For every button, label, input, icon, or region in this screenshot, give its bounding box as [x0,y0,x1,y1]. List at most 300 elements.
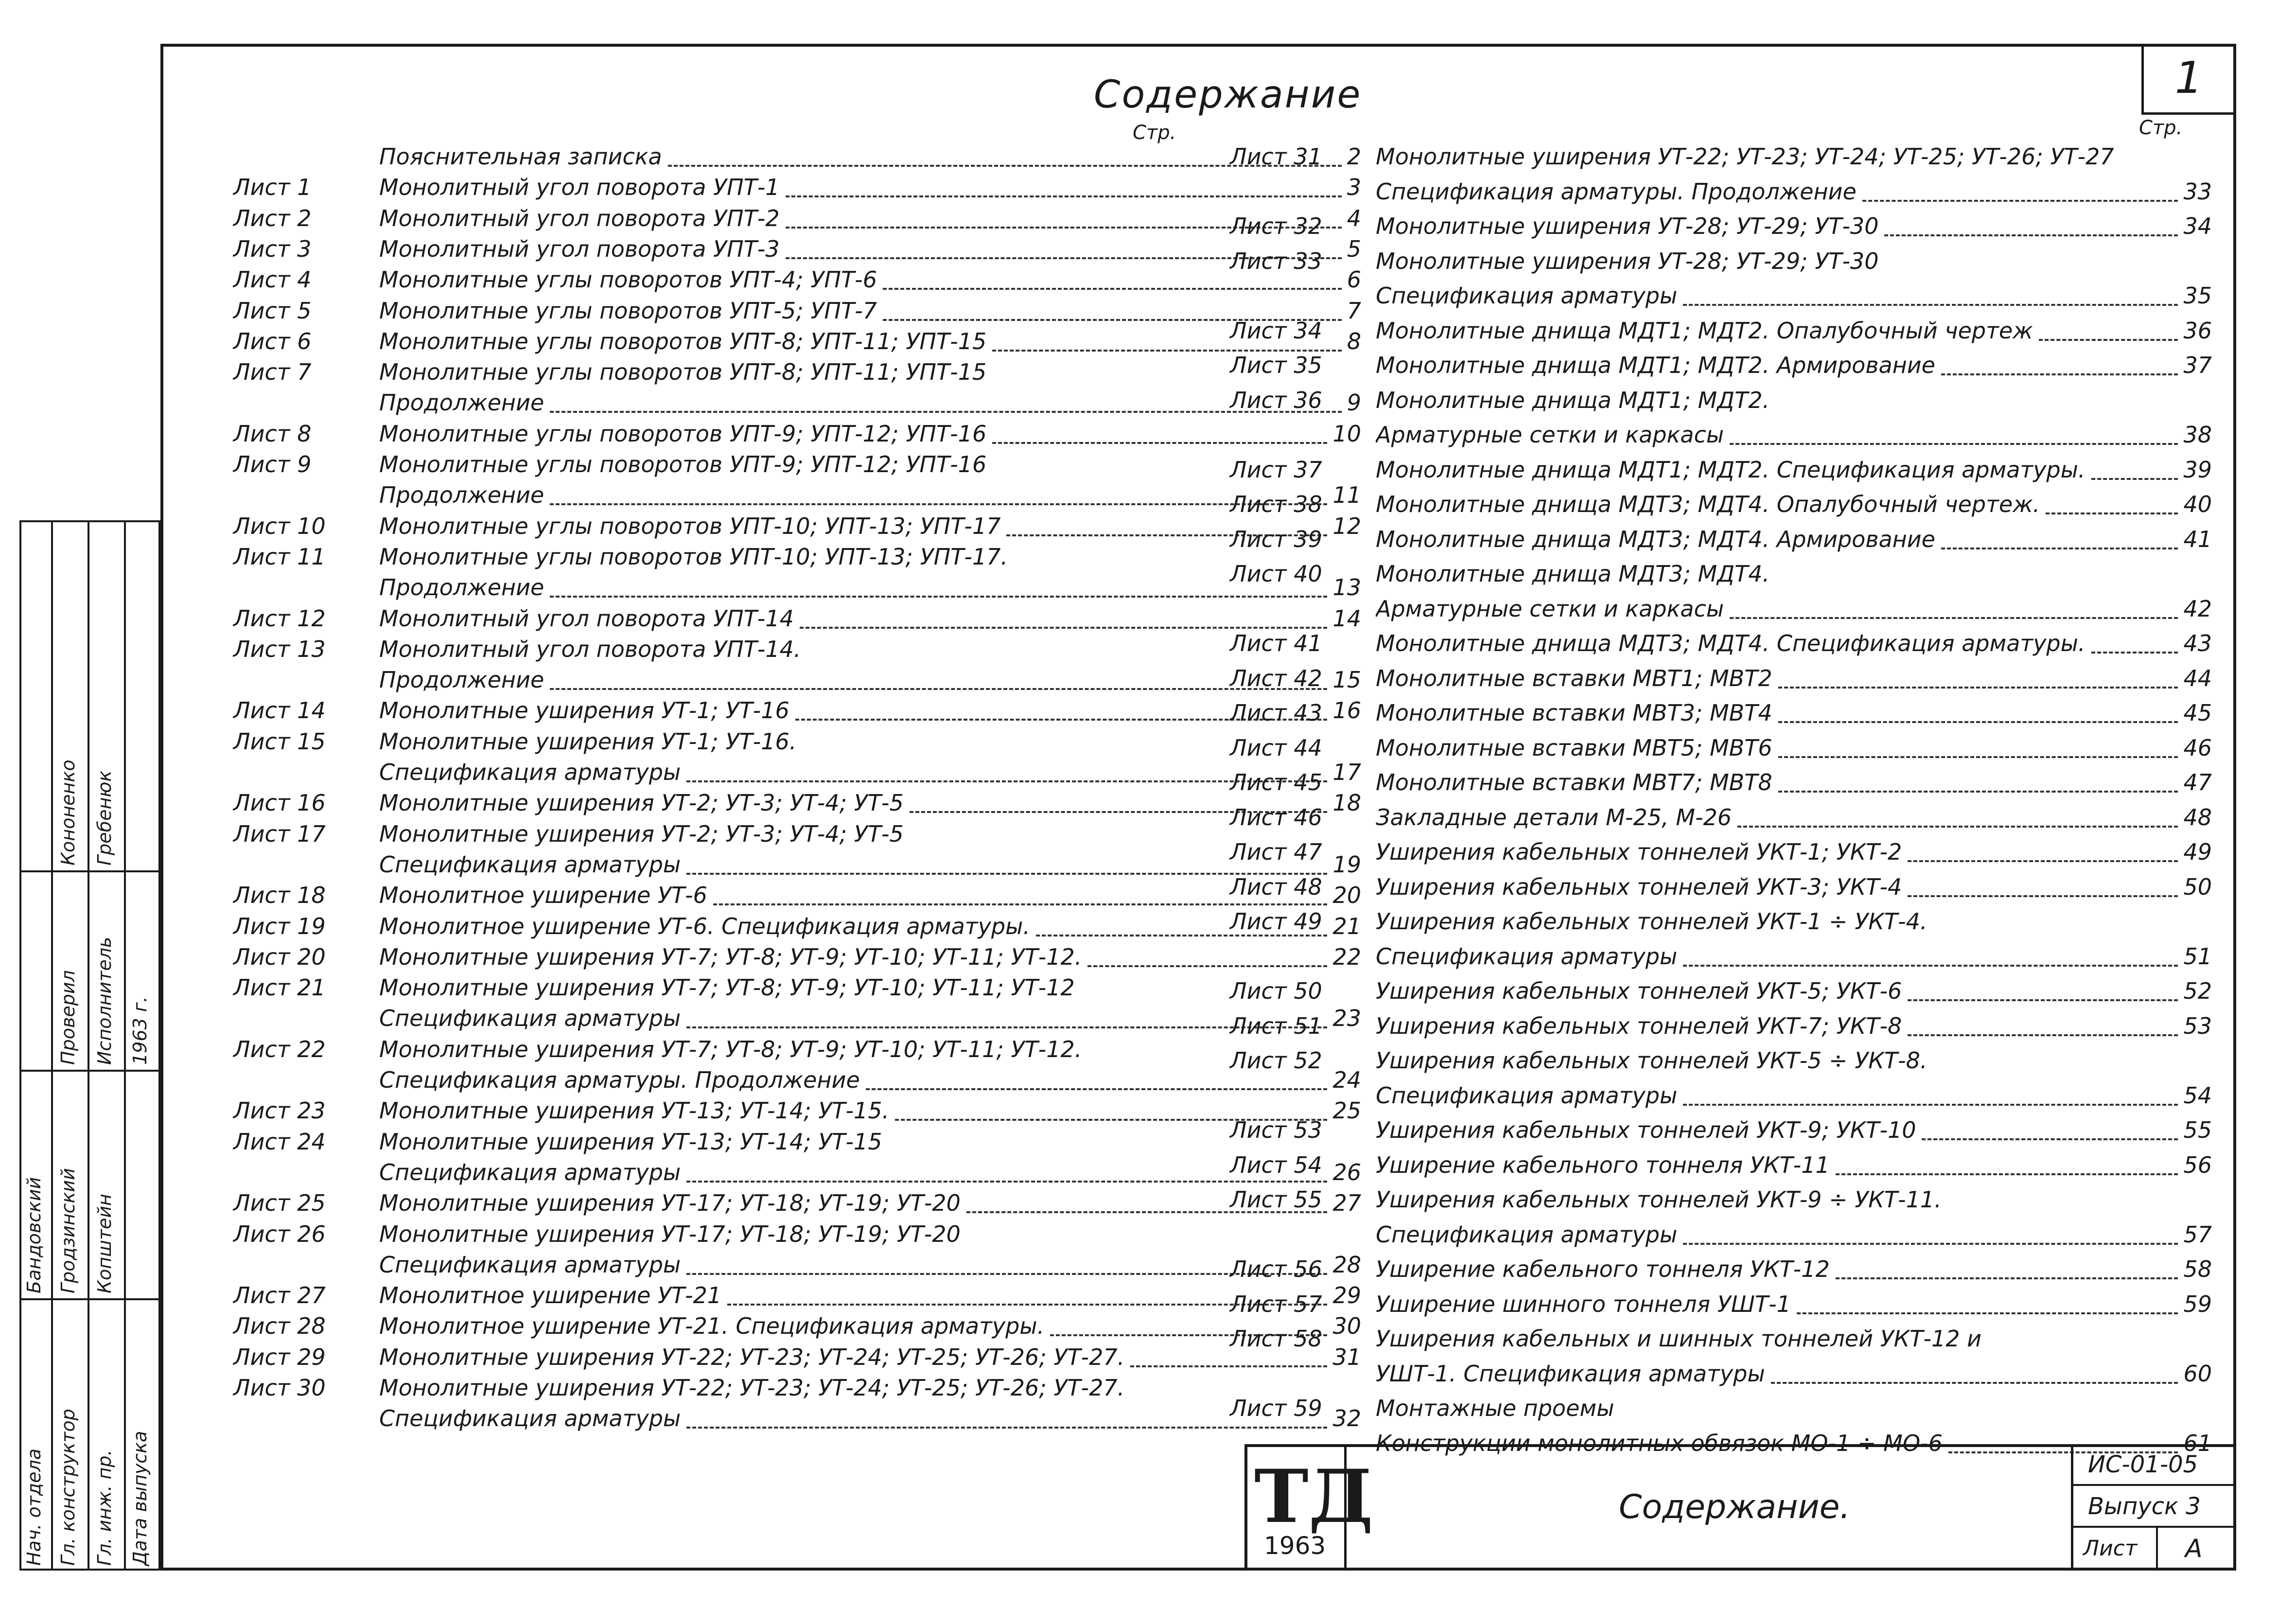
entry-title: Уширения кабельных тоннелей УКТ-5 ÷ УКТ-8. [1376,1047,1928,1074]
dot-leader [1730,443,2178,445]
page-number: 44 [2183,665,2212,691]
page-number: 29 [1332,1282,1361,1309]
entry-title: Монолитные уширения УТ-22; УТ-23; УТ-24; УТ-25; УТ-26; УТ-27 [1376,143,2114,170]
dot-leader [1941,373,2178,375]
dot-leader [1778,721,2178,723]
contents-row [233,513,1361,544]
entry-title: Уширения кабельных тоннелей УКТ-1 ÷ УКТ-4. [1376,908,1928,935]
dot-leader [2091,478,2178,480]
page-number: 36 [2183,317,2212,344]
page-number: 23 [1332,1005,1361,1032]
stamp-role-4: Дата выпуска [129,1431,151,1566]
sheet-ref: Лист 19 [233,913,326,939]
sheet-ref: Лист 21 [233,974,326,1001]
dot-leader [1922,1138,2178,1140]
sheet-ref: Лист 54 [1230,1151,1322,1178]
logo-year: 1963 [1264,1532,1326,1560]
entry-title: Спецификация арматуры. Продолжение [1376,178,1857,205]
sheet-ref: Лист 57 [1230,1290,1322,1317]
contents-row [233,728,1361,760]
dot-leader [992,350,1342,352]
contents-row [1230,1256,2212,1287]
page-number: 41 [2183,526,2212,552]
entry-title: Закладные детали М-25, М-26 [1376,804,1732,831]
page-number: 40 [2183,491,2212,517]
entry-title: Продолжение [379,667,544,693]
page-number: 26 [1332,1159,1361,1185]
contents-row [233,421,1361,452]
contents-row [233,790,1361,821]
contents-row [1230,318,2212,349]
sheet-ref: Лист 38 [1230,491,1322,517]
entry-title: Монолитные днища МДТ1; МДТ2. Армирование [1376,352,1935,378]
page-number: 11 [1332,482,1361,509]
entry-title: Монолитные углы поворотов УПТ-10; УПТ-13; УПТ-17 [379,512,1001,539]
contents-row [233,482,1361,513]
sheet-ref: Лист 25 [233,1190,326,1217]
dot-leader [1771,1382,2178,1384]
dot-leader [1683,304,2178,306]
sheet-ref: Лист 23 [233,1097,326,1124]
entry-title: Монолитные уширения УТ-13; УТ-14; УТ-15 [379,1128,882,1155]
page-number: 49 [2183,839,2212,865]
page-number: 60 [2183,1360,2212,1387]
dot-leader [550,503,1327,505]
sheet-ref: Лист 26 [233,1220,326,1247]
page-number: 10 [1332,420,1361,447]
page-number: 4 [1347,205,1361,231]
stamp-year: 1963 г. [129,996,151,1065]
entry-title: Уширения кабельных тоннелей УКТ-9; УКТ-10 [1376,1117,1916,1143]
contents-row [1230,422,2212,453]
sheet-ref: Лист 24 [233,1128,326,1155]
dot-leader [550,688,1327,690]
contents-row [233,389,1361,421]
page-number: 46 [2183,734,2212,761]
entry-title: Спецификация арматуры [1376,1082,1678,1109]
entry-title: Монолитные уширения УТ-22; УТ-23; УТ-24; УТ-25; УТ-26; УТ-27. [379,1343,1125,1370]
contents-row [233,636,1361,667]
contents-row [1230,769,2212,800]
page-number: 54 [2183,1082,2212,1109]
entry-title: Спецификация арматуры [379,1159,681,1185]
entry-title: Монолитные углы поворотов УПТ-10; УПТ-13; УПТ-17. [379,543,1008,570]
entry-title: Продолжение [379,389,544,416]
dot-leader [1836,1277,2178,1279]
entry-title: Монолитные днища МДТ1; МДТ2. [1376,387,1770,413]
page-number: 7 [1347,297,1361,324]
entry-title: Монолитные уширения УТ-1; УТ-16. [379,728,797,755]
entry-title: Монолитные уширения УТ-7; УТ-8; УТ-9; УТ-10; УТ-11; УТ-12. [379,943,1082,970]
document-name: Содержание. [1619,1488,1851,1526]
sheet-ref: Лист 42 [1230,665,1322,691]
contents-row [1230,665,2212,696]
contents-row [1230,1082,2212,1113]
page-column-header-right: Стр. [2139,117,2183,139]
page-number: 45 [2183,700,2212,726]
contents-row [233,143,1361,175]
page-number: 25 [1332,1097,1361,1124]
entry-title: Монолитные уширения УТ-17; УТ-18; УТ-19; УТ-20 [379,1190,961,1217]
contents-row [233,1005,1361,1036]
page-number: 27 [1332,1190,1361,1217]
sheet-label: Лист [2083,1536,2138,1561]
page-number: 56 [2183,1151,2212,1178]
contents-row [1230,143,2212,175]
entry-title: Спецификация арматуры [379,1005,681,1032]
dot-leader [1908,1034,2178,1036]
contents-row [1230,491,2212,522]
dot-leader [1737,826,2178,828]
entry-title: Монолитные уширения УТ-1; УТ-16 [379,697,789,724]
stamp-role-6: Проверил [57,970,79,1065]
contents-row [233,759,1361,790]
entry-title: Уширения кабельных тоннелей УКТ-5; УКТ-6 [1376,978,1902,1004]
document-code: ИС-01-05 [2073,1444,2236,1486]
entry-title: Монолитные углы поворотов УПТ-4; УПТ-6 [379,266,877,293]
contents-row [233,1159,1361,1190]
contents-row [233,821,1361,852]
entry-title: Спецификация арматуры [1376,283,1678,309]
contents-row [233,1097,1361,1129]
entry-title: Монолитные вставки МВТ1; МВТ2 [1376,665,1772,691]
entry-title: Пояснительная записка [379,143,662,170]
entry-title: Спецификация арматуры. Продолжение [379,1067,860,1093]
contents-row [1230,804,2212,835]
entry-title: Уширения кабельных тоннелей УКТ-1; УКТ-2 [1376,839,1902,865]
sheet-ref: Лист 43 [1230,700,1322,726]
entry-title: Уширения кабельных тоннелей УКТ-7; УКТ-8 [1376,1012,1902,1039]
entry-title: Спецификация арматуры [1376,1221,1678,1248]
contents-row [233,205,1361,236]
entry-title: Монолитный угол поворота УПТ-14. [379,636,801,662]
stamp-name-2: Гродзинский [57,1168,79,1293]
sheet-number: 1 [2141,47,2234,115]
page-number: 2 [1347,143,1361,170]
page-number: 30 [1332,1313,1361,1340]
page-title: Содержание [1094,73,1362,117]
page-number: 3 [1347,174,1361,201]
page-number: 52 [2183,978,2212,1004]
entry-title: Уширение кабельного тоннеля УКТ-12 [1376,1256,1830,1282]
dot-leader [800,627,1327,629]
contents-row [233,236,1361,267]
contents-row [1230,735,2212,766]
sheet-ref: Лист 35 [1230,352,1322,378]
title-block-codes [2071,1444,2236,1571]
contents-row [1230,1117,2212,1148]
page-number: 59 [2183,1290,2212,1317]
page-number: 61 [2183,1430,2212,1456]
contents-row [233,851,1361,883]
sheet-ref: Лист 40 [1230,561,1322,587]
sheet-ref: Лист 14 [233,697,326,724]
dot-leader [1778,791,2178,793]
sheet-ref: Лист 48 [1230,873,1322,900]
contents-row [233,1190,1361,1221]
entry-title: Монолитные уширения УТ-28; УТ-29; УТ-30 [1376,213,1879,239]
page-number: 31 [1332,1343,1361,1370]
entry-title: Монолитные днища МДТ1; МДТ2. Спецификация арматуры. [1376,456,2086,483]
sheet-ref: Лист 55 [1230,1186,1322,1213]
dot-leader [1884,234,2178,236]
entry-title: Монолитные вставки МВТ5; МВТ6 [1376,734,1772,761]
entry-title: Продолжение [379,574,544,601]
entry-title: Монолитное уширение УТ-6 [379,882,707,909]
contents-row [233,451,1361,482]
dot-leader [2039,339,2178,341]
sheet-ref: Лист 53 [1230,1117,1322,1143]
contents-row [233,359,1361,390]
sheet-ref: Лист 18 [233,882,326,909]
entry-title: Монолитные уширения УТ-17; УТ-18; УТ-19; УТ-20 [379,1220,961,1247]
page-number: 20 [1332,882,1361,909]
contents-row [1230,1152,2212,1183]
entry-title: Монолитные углы поворотов УПТ-9; УПТ-12; УПТ-16 [379,451,987,477]
sheet-ref: Лист 29 [233,1343,326,1370]
entry-title: Монолитные днища МДТ1; МДТ2. Опалубочный чертеж [1376,317,2033,344]
contents-row [1230,1013,2212,1044]
contents-row [1230,387,2212,418]
page-number: 12 [1332,512,1361,539]
contents-row [1230,248,2212,279]
sheet-ref: Лист 30 [233,1375,326,1401]
contents-row [1230,1186,2212,1218]
sheet-ref: Лист 20 [233,943,326,970]
page-number: 24 [1332,1067,1361,1093]
contents-row [233,1221,1361,1252]
dot-leader [1941,548,2178,549]
contents-row [1230,943,2212,974]
entry-title: Продолжение [379,482,544,509]
sheet-ref: Лист 17 [233,820,326,847]
page-number: 47 [2183,769,2212,795]
page-number: 55 [2183,1117,2212,1143]
sheet-ref: Лист 2 [233,205,312,231]
entry-title: Арматурные сетки и каркасы [1376,422,1724,448]
contents-row [1230,1291,2212,1322]
sheet-ref: Лист 58 [1230,1325,1322,1352]
contents-row [1230,178,2212,210]
dot-leader [1908,999,2178,1001]
contents-row [1230,908,2212,939]
contents-row [233,1313,1361,1344]
sheet-ref: Лист 45 [1230,769,1322,795]
entry-title: Монолитные уширения УТ-7; УТ-8; УТ-9; УТ-10; УТ-11; УТ-12. [379,1036,1082,1062]
entry-title: Монолитные уширения УТ-22; УТ-23; УТ-24; УТ-25; УТ-26; УТ-27. [379,1375,1125,1401]
entry-title: Монолитные днища МДТ3; МДТ4. Армирование [1376,526,1935,552]
contents-row [1230,978,2212,1009]
sheet-ref: Лист 52 [1230,1047,1322,1074]
sheet-ref: Лист 7 [233,359,312,386]
page-number: 8 [1347,328,1361,354]
entry-title: Монолитные уширения УТ-2; УТ-3; УТ-4; УТ-5 [379,790,904,816]
page-number: 14 [1332,605,1361,632]
contents-row [1230,1047,2212,1078]
contents-row [1230,1221,2212,1253]
stamp-role-3: Гл. инж. пр. [94,1449,115,1566]
page-number: 35 [2183,283,2212,309]
contents-row [233,697,1361,728]
entry-title: Монолитное уширение УТ-6. Спецификация арматуры. [379,913,1030,939]
entry-title: Спецификация арматуры [379,1251,681,1278]
contents-row [1230,839,2212,870]
contents-row [1230,1395,2212,1426]
contents-row [233,1036,1361,1067]
contents-row [233,605,1361,636]
entry-title: Монолитные днища МДТ3; МДТ4. [1376,561,1770,587]
entry-title: Монолитные днища МДТ3; МДТ4. Спецификация арматуры. [1376,630,2086,656]
sheet-ref: Лист 44 [1230,734,1322,761]
dot-leader [1908,895,2178,897]
dot-leader [2046,512,2178,514]
dot-leader [1683,1243,2178,1245]
page-number: 50 [2183,873,2212,900]
page-number: 13 [1332,574,1361,601]
entry-title: Монолитные углы поворотов УПТ-9; УПТ-12; УПТ-16 [379,420,987,447]
contents-row [233,913,1361,944]
dot-leader [550,596,1327,598]
contents-row [233,1067,1361,1098]
sheet-ref: Лист 41 [1230,630,1322,656]
page-number: 39 [2183,456,2212,483]
contents-row [233,944,1361,975]
dot-leader [1683,1104,2178,1106]
sheet-ref: Лист 28 [233,1313,326,1340]
contents-row [1230,1361,2212,1392]
sheet-ref: Лист 5 [233,297,312,324]
contents-row [233,328,1361,359]
sheet-ref: Лист 9 [233,451,312,477]
entry-title: Арматурные сетки и каркасы [1376,595,1724,622]
contents-row [233,266,1361,298]
page-number: 34 [2183,213,2212,239]
entry-title: Конструкции монолитных обвязок МО-1 ÷ МО-6 [1376,1430,1943,1456]
sheet-ref: Лист 39 [1230,526,1322,552]
dot-leader [1778,756,2178,758]
page-number: 42 [2183,595,2212,622]
logo [1244,1444,1373,1571]
sheet-ref: Лист 3 [233,235,312,262]
entry-title: Монолитные уширения УТ-28; УТ-29; УТ-30 [1376,247,1879,274]
contents-row [1230,213,2212,244]
entry-title: Уширения кабельных и шинных тоннелей УКТ-12 и [1376,1325,1982,1352]
stamp-role-2: Гл. конструктор [57,1409,79,1566]
page-number: 18 [1332,790,1361,816]
page-number: 22 [1332,943,1361,970]
contents-row [233,174,1361,205]
entry-title: Спецификация арматуры [379,759,681,785]
dot-leader [1836,1173,2178,1175]
page-number: 53 [2183,1012,2212,1039]
contents-row [1230,700,2212,731]
page-number: 6 [1347,266,1361,293]
sheet-ref: Лист 46 [1230,804,1322,831]
sheet-ref: Лист 8 [233,420,312,447]
contents-row [233,882,1361,913]
entry-title: Монолитные углы поворотов УПТ-8; УПТ-11; УПТ-15 [379,359,987,386]
sheet-ref: Лист 47 [1230,839,1322,865]
contents-row [1230,283,2212,314]
entry-title: Уширение кабельного тоннеля УКТ-11 [1376,1151,1830,1178]
entry-title: УШТ-1. Спецификация арматуры [1376,1360,1765,1387]
contents-row [1230,874,2212,905]
sheet-ref: Лист 12 [233,605,326,632]
entry-title: Монтажные проемы [1376,1395,1614,1421]
dot-leader [686,1427,1327,1429]
entry-title: Спецификация арматуры [379,851,681,878]
entry-title: Монолитные углы поворотов УПТ-5; УПТ-7 [379,297,877,324]
dot-leader [1797,1312,2178,1314]
page-number: 33 [2183,178,2212,205]
page-number: 15 [1332,667,1361,693]
entry-title: Монолитные вставки МВТ7; МВТ8 [1376,769,1772,795]
sheet-ref: Лист 11 [233,543,326,570]
stamp-name-4: Гребенюк [94,770,115,866]
contents-row [1230,352,2212,383]
page-number: 58 [2183,1256,2212,1282]
stamp-name-3: Копштейн [94,1194,115,1293]
contents-row [233,1129,1361,1160]
sheet-ref: Лист 59 [1230,1395,1322,1421]
stamp-name-1: Бандовский [23,1177,45,1293]
contents-row [233,974,1361,1006]
sheet-ref: Лист 56 [1230,1256,1322,1282]
page-number: 16 [1332,697,1361,724]
page-number: 57 [2183,1221,2212,1248]
sheet-ref: Лист 10 [233,512,326,539]
entry-title: Монолитный угол поворота УПТ-2 [379,205,780,231]
page-number: 48 [2183,804,2212,831]
approval-stamp [19,520,160,1571]
contents-row [1230,526,2212,557]
page-number: 19 [1332,851,1361,878]
page-number: 38 [2183,422,2212,448]
stamp-name-5: Кононенко [57,760,79,866]
stamp-role-5: Исполнитель [94,937,115,1065]
sheet-ref: Лист 50 [1230,978,1322,1004]
dot-leader [1908,860,2178,862]
entry-title: Монолитные уширения УТ-13; УТ-14; УТ-15. [379,1097,890,1124]
dot-leader [1683,965,2178,967]
entry-title: Монолитные уширения УТ-7; УТ-8; УТ-9; УТ-10; УТ-11; УТ-12 [379,974,1075,1001]
contents-row [1230,1325,2212,1357]
entry-title: Монолитные углы поворотов УПТ-8; УПТ-11; УПТ-15 [379,328,987,354]
sheet-ref: Лист 37 [1230,456,1322,483]
sheet-ref: Лист 51 [1230,1012,1322,1039]
contents-row [1230,561,2212,592]
dot-leader [2091,652,2178,654]
dot-leader [1778,687,2178,689]
contents-row [233,1282,1361,1313]
page-number: 21 [1332,913,1361,939]
page-number: 32 [1332,1405,1361,1432]
page-column-header-left: Стр. [1133,122,1176,144]
entry-title: Монолитный угол поворота УПТ-3 [379,235,780,262]
entry-title: Уширения кабельных тоннелей УКТ-9 ÷ УКТ-11. [1376,1186,1942,1213]
dot-leader [1862,200,2178,202]
page-number: 51 [2183,943,2212,970]
page-number: 17 [1332,759,1361,785]
contents-row [1230,630,2212,661]
entry-title: Монолитное уширение УТ-21 [379,1282,722,1309]
contents-row [233,1405,1361,1436]
contents-row [233,574,1361,605]
sheet-ref: Лист 27 [233,1282,326,1309]
page-number: 37 [2183,352,2212,378]
page-number: 5 [1347,235,1361,262]
stamp-role-1: Нач. отдела [23,1448,45,1566]
